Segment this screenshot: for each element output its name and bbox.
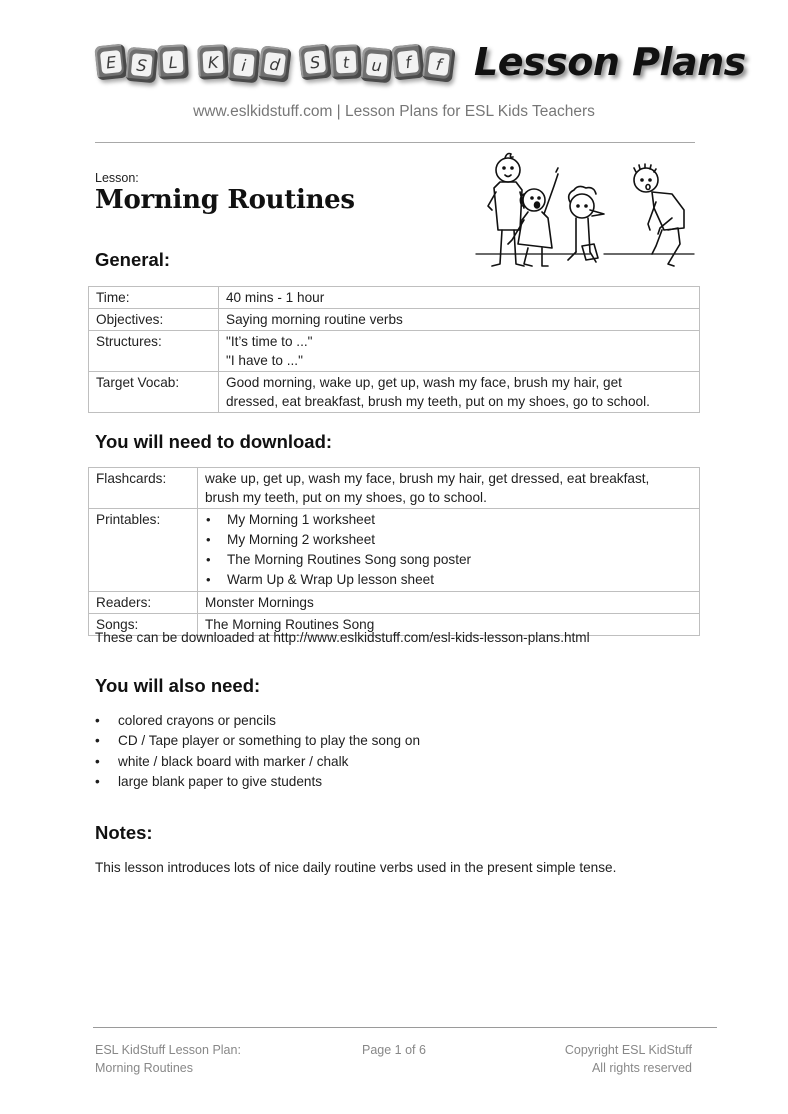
- letter-block: d: [258, 45, 292, 82]
- printables-list: [205, 510, 692, 590]
- row-value: "It’s time to ..." "I have to ...": [219, 331, 700, 372]
- row-value: Saying morning routine verbs: [219, 309, 700, 331]
- letter-block: S: [125, 47, 158, 83]
- letter-block: S: [298, 44, 331, 81]
- children-illustration: [472, 148, 700, 278]
- list-item: • Warm Up & Wrap Up lesson sheet: [205, 570, 692, 590]
- footer-copyright: Copyright ESL KidStuff All rights reserved: [564, 1043, 692, 1075]
- table-row: [89, 372, 700, 413]
- table-row: [89, 592, 700, 614]
- footer-lesson-info: ESL KidStuff Lesson Plan: Morning Routines: [95, 1043, 241, 1075]
- row-label: Structures:: [89, 331, 219, 372]
- footer-divider: [93, 1027, 717, 1028]
- row-value: [198, 509, 700, 592]
- logo-letter-blocks: [96, 45, 462, 79]
- list-item: • CD / Tape player or something to play the song on: [95, 731, 420, 751]
- row-value: The Morning Routines Song: [198, 614, 700, 636]
- row-label: Readers:: [89, 592, 198, 614]
- notes-text: This lesson introduces lots of nice daily routine verbs used in the present simple tense.: [95, 860, 617, 875]
- letter-block: L: [157, 44, 189, 80]
- letter-block: i: [227, 47, 260, 83]
- row-label: Songs:: [89, 614, 198, 636]
- table-row: [89, 287, 700, 309]
- logo-title: Lesson Plans: [474, 40, 746, 84]
- list-item: • My Morning 2 worksheet: [205, 530, 692, 550]
- row-value: wake up, get up, wash my face, brush my hair, get dressed, eat breakfast, brush my teeth, put on my shoes, go to school.: [198, 468, 700, 509]
- table-row: [89, 468, 700, 509]
- row-label: Printables:: [89, 509, 198, 592]
- letter-block: u: [360, 47, 393, 83]
- list-item: • colored crayons or pencils: [95, 711, 420, 731]
- site-subtitle: www.eslkidstuff.com | Lesson Plans for ESL Kids Teachers: [193, 103, 595, 120]
- row-value: Good morning, wake up, get up, wash my face, brush my hair, get dressed, eat breakfast, brush my teeth, put on my shoes, go to school.: [219, 372, 700, 413]
- row-value: Monster Mornings: [198, 592, 700, 614]
- list-item: • The Morning Routines Song song poster: [205, 550, 692, 570]
- letter-block: E: [94, 44, 127, 81]
- row-label: Flashcards:: [89, 468, 198, 509]
- notes-heading: Notes:: [95, 822, 153, 843]
- lesson-title: Morning Routines: [95, 185, 355, 215]
- row-label: Objectives:: [89, 309, 219, 331]
- row-value: 40 mins - 1 hour: [219, 287, 700, 309]
- letter-block: t: [330, 44, 362, 80]
- download-url-note: These can be downloaded at http://www.eslkidstuff.com/esl-kids-lesson-plans.html: [95, 630, 590, 645]
- general-table: [88, 286, 700, 413]
- download-heading: You will need to download:: [95, 431, 333, 452]
- also-need-heading: You will also need:: [95, 675, 261, 696]
- list-item: • white / black board with marker / chalk: [95, 752, 420, 772]
- download-table: [88, 467, 700, 636]
- page-number: Page 1 of 6: [362, 1043, 426, 1057]
- materials-list: [95, 711, 420, 792]
- list-item: • My Morning 1 worksheet: [205, 510, 692, 530]
- site-logo: [96, 34, 746, 90]
- header-divider: [95, 142, 695, 143]
- row-label: Time:: [89, 287, 219, 309]
- table-row: [89, 509, 700, 592]
- letter-block: K: [197, 44, 229, 80]
- general-heading: General:: [95, 249, 171, 270]
- row-label: Target Vocab:: [89, 372, 219, 413]
- lesson-label: Lesson:: [95, 171, 139, 185]
- letter-block: f: [391, 44, 424, 81]
- table-row: [89, 309, 700, 331]
- letter-block: f: [422, 45, 456, 82]
- list-item: • large blank paper to give students: [95, 772, 420, 792]
- table-row: [89, 331, 700, 372]
